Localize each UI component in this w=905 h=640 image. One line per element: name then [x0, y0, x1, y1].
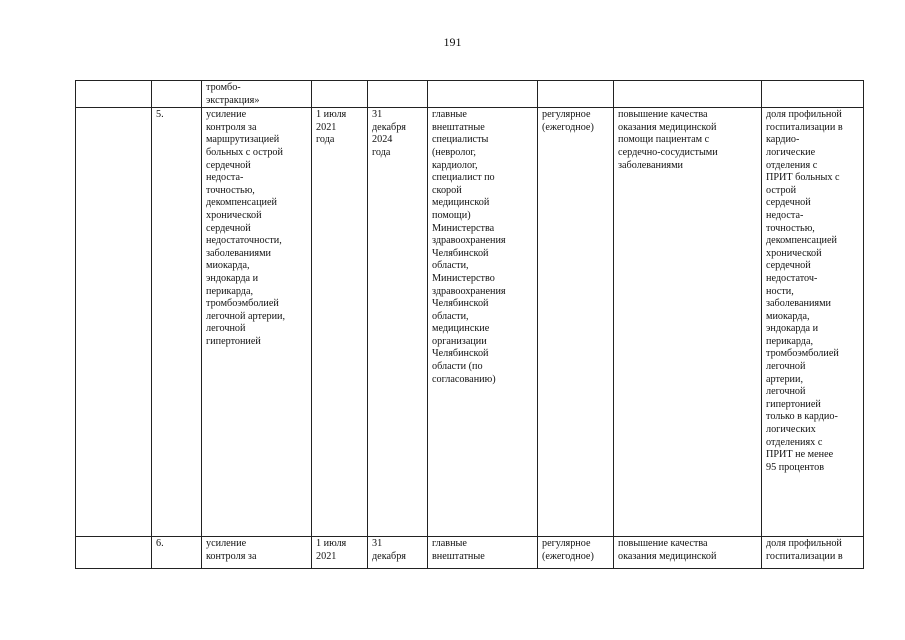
blank-cell: [76, 537, 152, 569]
frequency-cell: регулярное (ежегодное): [538, 108, 614, 537]
measure-cell: усиление контроля за: [202, 537, 312, 569]
measure-cell: усиление контроля за маршрутизацией больных с острой сердечной недоста- точностью, декомпенсацией хронической сердечной недостаточности, заболеваниями миокарда, эндокарда и перикарда, тромбоэмболией легочной артерии, легочной гипертонией: [202, 108, 312, 537]
end-date-cell: 31 декабря: [368, 537, 428, 569]
measure-cell: тромбо- экстракция»: [202, 81, 312, 108]
blank-cell: [76, 81, 152, 108]
executors-cell: главные внештатные: [428, 537, 538, 569]
start-date-cell: 1 июля 2021 года: [312, 108, 368, 537]
table-row: [76, 108, 864, 537]
table-row: [76, 537, 864, 569]
end-date-cell: 31 декабря 2024 года: [368, 108, 428, 537]
blank-cell: [76, 108, 152, 537]
row-number-cell: 5.: [152, 108, 202, 537]
result-cell: повышение качества оказания медицинской: [614, 537, 762, 569]
end-date-cell: [368, 81, 428, 108]
frequency-cell: [538, 81, 614, 108]
frequency-cell: регулярное (ежегодное): [538, 537, 614, 569]
table-row: [76, 81, 864, 108]
indicator-cell: доля профильной госпитализации в кардио- логические отделения с ПРИТ больных с острой сердечной недоста- точностью, декомпенсацией хронической сердечной недостаточ- ности, заболеваниями миокарда, эндокарда и перикарда, тромбоэмболией легочной артерии, легочной гипертонией только в кардио- логических отделениях с ПРИТ не менее 95 процентов: [762, 108, 864, 537]
indicator-cell: [762, 81, 864, 108]
indicator-cell: доля профильной госпитализации в: [762, 537, 864, 569]
start-date-cell: [312, 81, 368, 108]
row-number-cell: [152, 81, 202, 108]
start-date-cell: 1 июля 2021: [312, 537, 368, 569]
executors-cell: [428, 81, 538, 108]
page-number: 191: [443, 35, 462, 49]
row-number-cell: 6.: [152, 537, 202, 569]
result-cell: повышение качества оказания медицинской помощи пациентам с сердечно-сосудистыми заболеваниями: [614, 108, 762, 537]
executors-cell: главные внештатные специалисты (невролог, кардиолог, специалист по скорой медицинской помощи) Министерства здравоохранения Челябинской области, Министерство здравоохранения Челябинской области, медицинские организации Челябинской области (по согласованию): [428, 108, 538, 537]
measures-table: [75, 80, 864, 569]
result-cell: [614, 81, 762, 108]
